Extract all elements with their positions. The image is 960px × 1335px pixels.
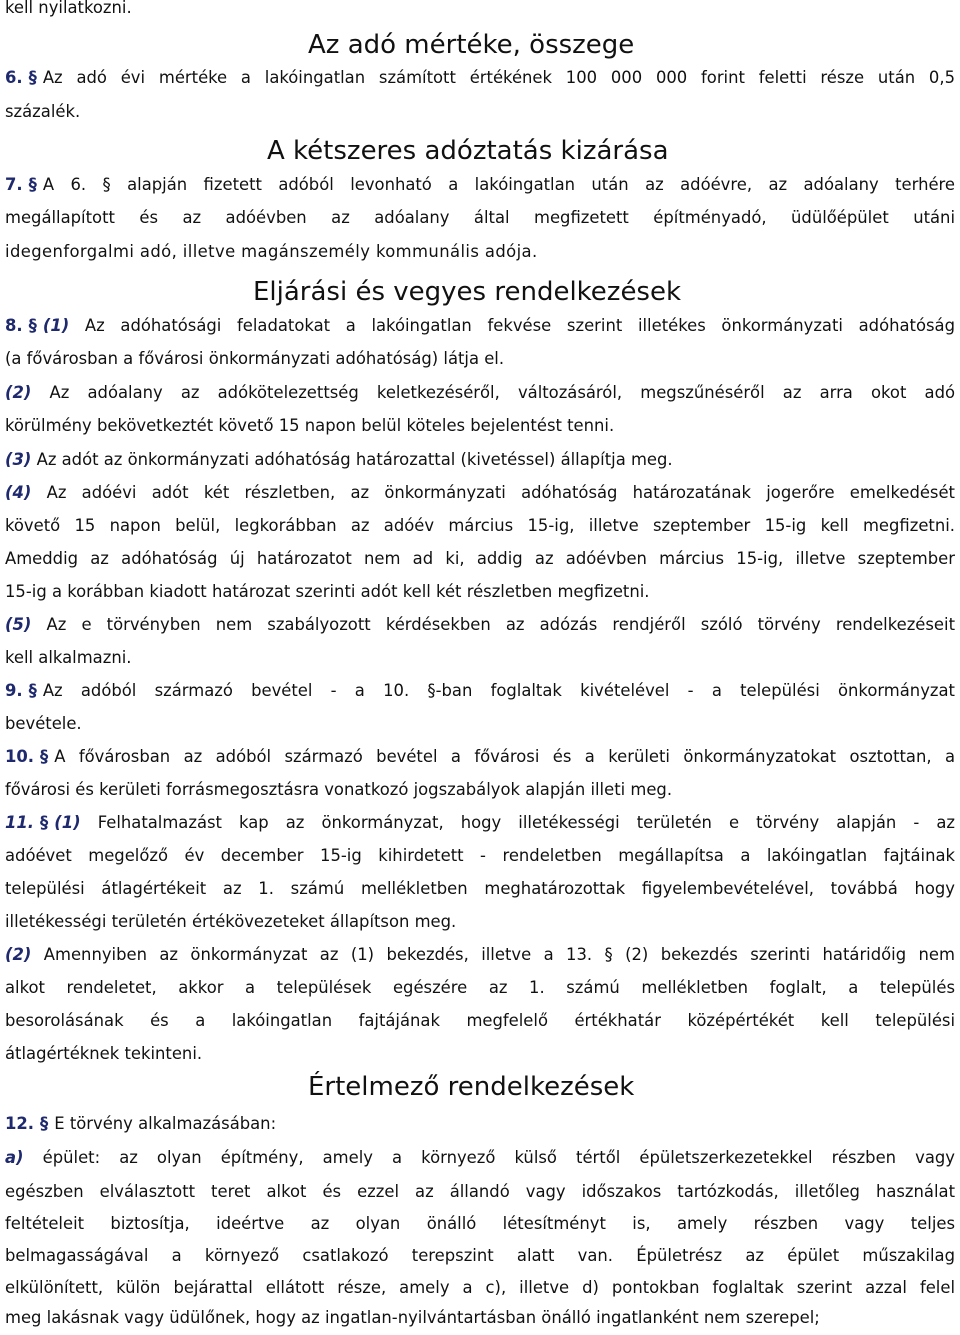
section-8-line-1 (5, 314, 955, 338)
paragraph-label: (3) (5, 450, 32, 469)
section-number: 10. (5, 747, 35, 766)
paragraph-text: Az adóból származó bevétel - a 10. (42, 681, 410, 700)
paragraph-text: A fővárosban az adóból származó bevétel a fővárosi és a kerületi önkormányzatokat osztottan, a (54, 747, 955, 766)
paragraph-label: (4) (5, 483, 32, 502)
section-heading: Értelmező rendelkezések (308, 1072, 635, 1102)
paragraph-text: megállapított és az adóévben az adóalany által megfizetett építményadó, üdülőépület utáni (5, 208, 955, 227)
section-number: 7. (5, 175, 23, 194)
section-sign-icon: § (40, 747, 49, 766)
paragraph-label: (5) (5, 615, 32, 634)
paragraph-text: bevétele. (5, 714, 82, 733)
paragraph-label: (1) (42, 316, 70, 335)
section-6-line-1 (5, 66, 955, 90)
paragraph-text: idegenforgalmi adó, illetve magánszemély kommunális adója. (5, 242, 538, 261)
paragraph-text: illetékességi területén értékövezeteket állapítson meg. (5, 912, 457, 931)
section-number: 11. (5, 813, 35, 832)
section-12-a-line-1 (5, 1146, 955, 1170)
paragraph-text: feltételeit biztosítja, ideértve az olyan önálló létesítményt is, amely részben vagy teljes (5, 1214, 955, 1233)
section-sign-icon: § (40, 813, 49, 832)
section-11-line-1 (5, 811, 955, 835)
paragraph-text: elkülönített, külön bejárattal ellátott része, amely a c), illetve d) pontokban foglaltak szerint azzal felel (5, 1278, 955, 1297)
paragraph-label: (1) (54, 813, 81, 832)
section-7-line-1 (5, 173, 955, 197)
paragraph-text: Az adóalany az adókötelezettség keletkezéséről, változásáról, megszűnéséről az arra okot adó (49, 383, 956, 402)
paragraph-text: települési átlagértékeit az 1. számú mellékletben meghatározottak figyelembevételével, továbbá hogy (5, 879, 955, 898)
section-heading: A kétszeres adóztatás kizárása (267, 136, 669, 166)
paragraph-text: Amennyiben az önkormányzat az (1) bekezdés, illetve a 13. (43, 945, 593, 964)
paragraph-text: Az adó évi mértéke a lakóingatlan számított értékének 100 000 000 forint feletti része után 0,5 (42, 68, 955, 87)
paragraph-label: a) (5, 1148, 24, 1167)
paragraph-text: átlagértéknek tekinteni. (5, 1044, 203, 1063)
paragraph-text: Felhatalmazást kap az önkormányzat, hogy illetékességi területén e törvény alapján - az (97, 813, 955, 832)
section-number: 9. (5, 681, 23, 700)
paragraph-text: egészben elválasztott teret alkot és ezzel az állandó vagy időszakos tartózkodás, illetőleg használat (5, 1182, 955, 1201)
paragraph-text: Az adóhatósági feladatokat a lakóingatlan fekvése szerint illetékes önkormányzati adóhatóság (84, 316, 955, 335)
paragraph-text: E törvény alkalmazásában: (54, 1114, 277, 1133)
paragraph-text: fővárosi és kerületi forrásmegosztásra vonatkozó jogszabályok alapján illeti meg. (5, 780, 673, 799)
paragraph-text: Ameddig az adóhatóság új határozatot nem ad ki, addig az adóévben március 15-ig, illetve szeptember (5, 549, 955, 568)
section-8-5-line-1 (5, 613, 955, 637)
section-10-line-1 (5, 745, 955, 769)
section-sign-icon: § (102, 175, 111, 194)
paragraph-text: (a fővárosban a fővárosi önkormányzati adóhatóság) látja el. (5, 349, 505, 368)
section-8-3-line-1 (5, 448, 673, 472)
section-sign-icon: § (604, 945, 613, 964)
paragraph-text: követő 15 napon belül, legkorábban az adóév március 15-ig, illetve szeptember 15-ig kell megfizetni. (5, 516, 955, 535)
paragraph-text: meg lakásnak vagy üdülőnek, hogy az ingatlan-nyilvántartásban önálló ingatlanként nem szerepel; (5, 1308, 820, 1327)
section-number: 8. (5, 316, 23, 335)
paragraph-text: adóévet megelőző év december 15-ig kihirdetett - rendeletben megállapítsa a lakóingatlan fajtáinak (5, 846, 955, 865)
paragraph-text: Az adóévi adót két részletben, az önkormányzati adóhatóság határozatának jogerőre emelkedését (46, 483, 955, 502)
section-8-2-line-1 (5, 381, 955, 405)
paragraph-text: 15-ig a korábban kiadott határozat szerinti adót kell két részletben megfizetni. (5, 582, 650, 601)
paragraph-text: alapján fizetett adóból levonható a lakóingatlan után az adóévre, az adóalany terhére (127, 175, 956, 194)
paragraph-label: (2) (5, 383, 32, 402)
section-sign-icon: § (28, 316, 37, 335)
section-12-line-1 (5, 1112, 276, 1136)
paragraph-text: alkot rendeletet, akkor a települések egészére az 1. számú mellékletben foglalt, a település (5, 978, 955, 997)
section-number: 12. (5, 1114, 35, 1133)
section-sign-icon: § (40, 1114, 49, 1133)
section-sign-icon: § (28, 681, 37, 700)
section-sign-icon: § (28, 68, 37, 87)
paragraph-label: (2) (5, 945, 32, 964)
section-heading: Eljárási és vegyes rendelkezések (253, 277, 682, 307)
section-9-line-1 (5, 679, 955, 703)
section-number: 6. (5, 68, 23, 87)
section-sign-icon: § (28, 175, 37, 194)
paragraph-text: kell nyilatkozni. (5, 0, 132, 17)
section-heading: Az adó mértéke, összege (308, 30, 635, 60)
paragraph-text: kell alkalmazni. (5, 648, 132, 667)
paragraph-text: -ban foglaltak kivételével - a települési önkormányzat (435, 681, 955, 700)
paragraph-text: belmagasságával a környező csatlakozó terepszint alatt van. Épületrész az épület műszakilag (5, 1246, 955, 1265)
paragraph-text: épület: az olyan építmény, amely a környező külső tértől épületszerkezetekkel részben vagy (42, 1148, 955, 1167)
paragraph-text: besorolásának és a lakóingatlan fajtájának megfelelő értékhatár középértékét kell települési (5, 1011, 955, 1030)
section-sign-icon: § (427, 681, 436, 700)
paragraph-text: Az adót az önkormányzati adóhatóság határozattal (kivetéssel) állapítja meg. (36, 450, 673, 469)
paragraph-text: Az e törvényben nem szabályozott kérdésekben az adózás rendjéről szóló törvény rendelkezéseit (46, 615, 955, 634)
paragraph-text: körülmény bekövetkeztét követő 15 napon belül köteles bejelentést tenni. (5, 416, 615, 435)
paragraph-text: százalék. (5, 102, 81, 121)
section-8-4-line-1 (5, 481, 955, 505)
paragraph-text: (2) bekezdés szerinti határidőig nem (625, 945, 955, 964)
section-11-2-line-1 (5, 943, 955, 967)
cross-reference: A 6. (42, 175, 87, 194)
